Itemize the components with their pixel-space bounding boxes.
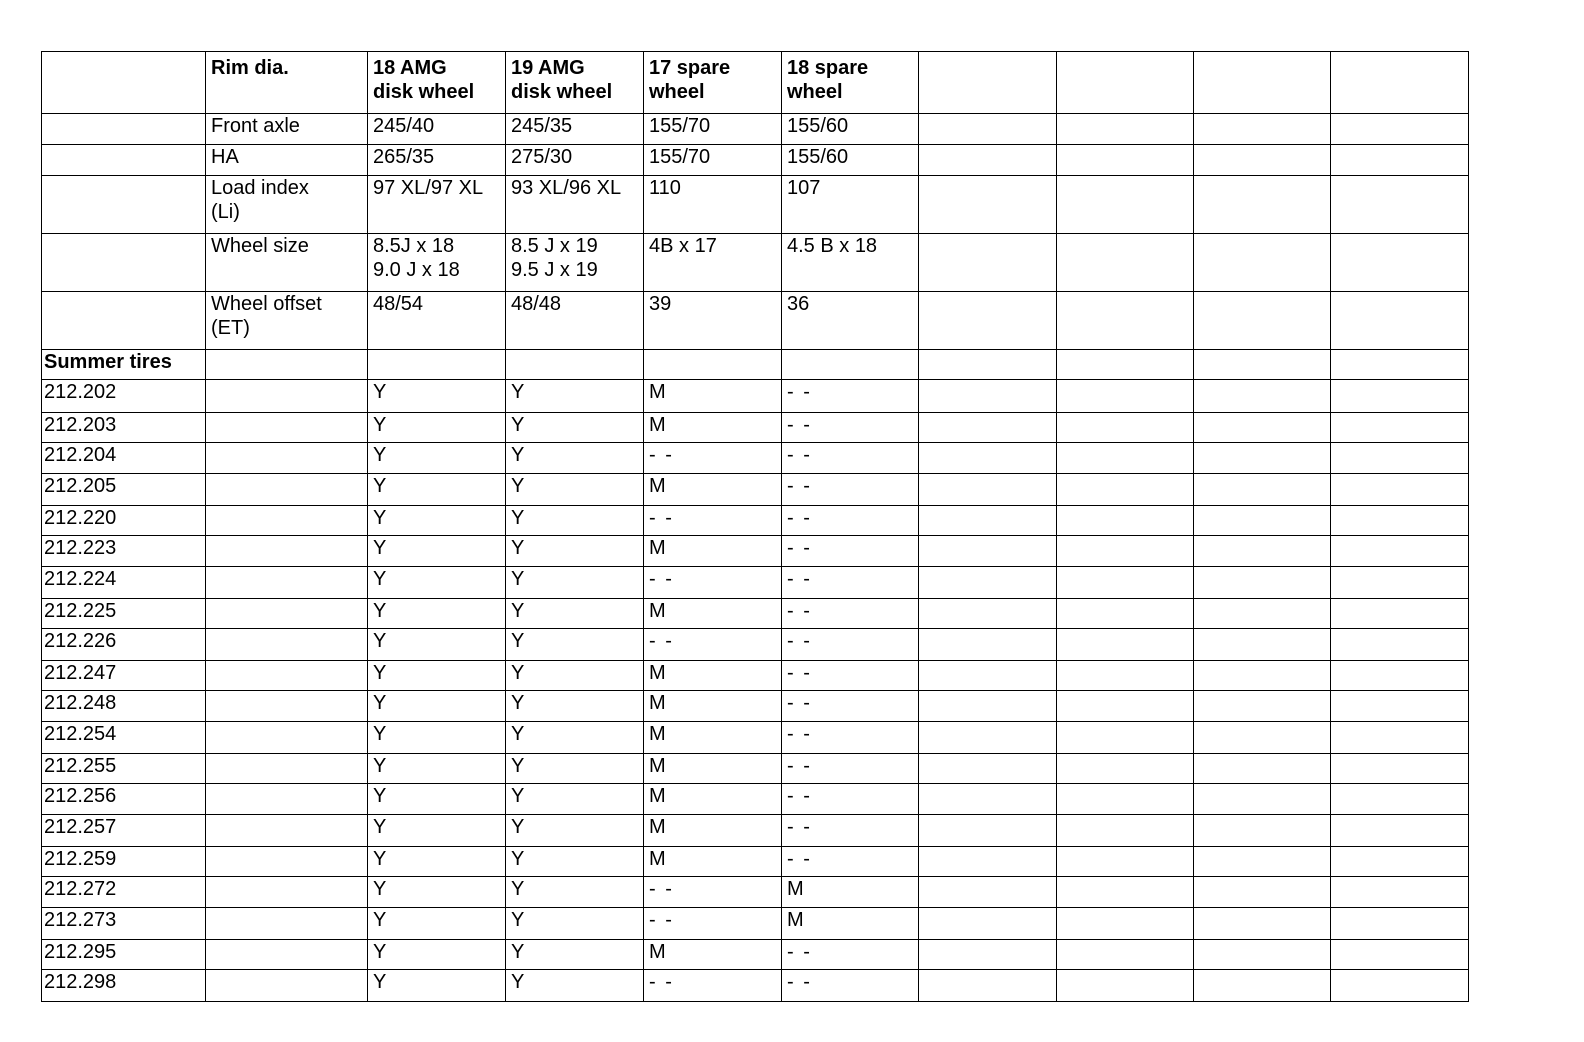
empty-cell <box>1057 877 1194 908</box>
empty-cell <box>1057 784 1194 815</box>
empty-cell <box>1331 722 1469 754</box>
empty-cell <box>206 629 368 661</box>
spec-label: Front axle <box>206 114 368 145</box>
empty-cell <box>919 567 1057 599</box>
fitment-value: Y <box>368 847 506 877</box>
table-row <box>42 443 1469 474</box>
fitment-value: Y <box>506 380 644 413</box>
empty-cell <box>206 908 368 940</box>
empty-cell <box>919 413 1057 443</box>
table-row <box>42 536 1469 567</box>
column-header: 18 spare wheel <box>782 52 919 114</box>
empty-cell <box>1331 629 1469 661</box>
empty-cell <box>919 234 1057 292</box>
fitment-value: Y <box>368 474 506 506</box>
empty-cell <box>1057 567 1194 599</box>
spec-value: 39 <box>644 292 782 350</box>
empty-cell <box>1057 350 1194 380</box>
empty-cell <box>42 114 206 145</box>
empty-cell <box>1057 413 1194 443</box>
empty-cell <box>1194 940 1331 970</box>
empty-cell <box>206 443 368 474</box>
spec-value: 93 XL/96 XL <box>506 176 644 234</box>
fitment-value: M <box>644 847 782 877</box>
fitment-value: Y <box>368 754 506 784</box>
empty-cell <box>919 940 1057 970</box>
table-row <box>42 970 1469 1002</box>
table-row <box>42 380 1469 413</box>
empty-cell <box>1194 114 1331 145</box>
fitment-value: Y <box>368 661 506 691</box>
empty-cell <box>1194 567 1331 599</box>
empty-cell <box>919 877 1057 908</box>
fitment-value: - - <box>782 661 919 691</box>
fitment-value: Y <box>368 722 506 754</box>
model-number: 212.256 <box>42 784 206 815</box>
empty-cell <box>206 784 368 815</box>
fitment-value: Y <box>506 847 644 877</box>
spec-value: 48/54 <box>368 292 506 350</box>
empty-cell <box>1057 599 1194 629</box>
empty-cell <box>919 847 1057 877</box>
table-row <box>42 877 1469 908</box>
empty-cell <box>919 629 1057 661</box>
spec-value: 155/70 <box>644 114 782 145</box>
model-number: 212.259 <box>42 847 206 877</box>
empty-cell <box>506 350 644 380</box>
fitment-value: Y <box>506 506 644 536</box>
empty-cell <box>782 350 919 380</box>
empty-cell <box>42 52 206 114</box>
empty-cell <box>1194 754 1331 784</box>
fitment-value: Y <box>506 629 644 661</box>
empty-cell <box>1194 722 1331 754</box>
empty-cell <box>1194 536 1331 567</box>
empty-cell <box>1194 784 1331 815</box>
empty-cell <box>644 350 782 380</box>
empty-cell <box>1331 567 1469 599</box>
table-row <box>42 847 1469 877</box>
fitment-value: - - <box>644 970 782 1002</box>
table-row <box>42 661 1469 691</box>
fitment-value: Y <box>368 599 506 629</box>
empty-cell <box>1331 413 1469 443</box>
spec-label: HA <box>206 145 368 176</box>
empty-cell <box>919 784 1057 815</box>
empty-cell <box>206 474 368 506</box>
spec-value: 107 <box>782 176 919 234</box>
empty-cell <box>206 506 368 536</box>
empty-cell <box>1057 506 1194 536</box>
empty-cell <box>1057 474 1194 506</box>
empty-cell <box>1331 877 1469 908</box>
fitment-value: Y <box>368 970 506 1002</box>
empty-cell <box>1057 176 1194 234</box>
fitment-value: - - <box>782 784 919 815</box>
empty-cell <box>206 691 368 722</box>
model-number: 212.254 <box>42 722 206 754</box>
empty-cell <box>1057 722 1194 754</box>
fitment-value: - - <box>644 506 782 536</box>
spec-value: 155/70 <box>644 145 782 176</box>
spec-row <box>42 234 1469 292</box>
empty-cell <box>1194 413 1331 443</box>
empty-cell <box>1194 474 1331 506</box>
fitment-value: Y <box>506 784 644 815</box>
fitment-value: M <box>644 940 782 970</box>
model-number: 212.273 <box>42 908 206 940</box>
header-row <box>42 52 1469 114</box>
spec-row <box>42 114 1469 145</box>
empty-cell <box>206 970 368 1002</box>
model-number: 212.202 <box>42 380 206 413</box>
empty-cell <box>919 380 1057 413</box>
model-number: 212.204 <box>42 443 206 474</box>
empty-cell <box>919 599 1057 629</box>
empty-cell <box>1194 970 1331 1002</box>
empty-cell <box>919 52 1057 114</box>
empty-cell <box>1057 536 1194 567</box>
fitment-value: M <box>644 413 782 443</box>
empty-cell <box>206 567 368 599</box>
table-row <box>42 815 1469 847</box>
fitment-value: - - <box>782 940 919 970</box>
empty-cell <box>206 815 368 847</box>
rim-dia-header: Rim dia. <box>206 52 368 114</box>
model-number: 212.205 <box>42 474 206 506</box>
empty-cell <box>1057 145 1194 176</box>
fitment-value: Y <box>368 877 506 908</box>
model-number: 212.295 <box>42 940 206 970</box>
empty-cell <box>1194 176 1331 234</box>
empty-cell <box>919 691 1057 722</box>
table-row <box>42 413 1469 443</box>
fitment-value: Y <box>368 567 506 599</box>
empty-cell <box>1057 629 1194 661</box>
fitment-value: Y <box>506 940 644 970</box>
fitment-value: - - <box>782 536 919 567</box>
spec-label: Load index (Li) <box>206 176 368 234</box>
empty-cell <box>919 114 1057 145</box>
empty-cell <box>1331 380 1469 413</box>
empty-cell <box>1331 754 1469 784</box>
empty-cell <box>1194 847 1331 877</box>
empty-cell <box>1194 629 1331 661</box>
fitment-value: - - <box>782 599 919 629</box>
fitment-value: M <box>644 691 782 722</box>
empty-cell <box>919 443 1057 474</box>
empty-cell <box>919 722 1057 754</box>
model-number: 212.255 <box>42 754 206 784</box>
spec-value: 265/35 <box>368 145 506 176</box>
empty-cell <box>1194 350 1331 380</box>
empty-cell <box>1057 970 1194 1002</box>
fitment-value: M <box>644 815 782 847</box>
fitment-value: M <box>644 599 782 629</box>
empty-cell <box>1057 847 1194 877</box>
table-row <box>42 599 1469 629</box>
fitment-value: - - <box>644 629 782 661</box>
spec-value: 4.5 B x 18 <box>782 234 919 292</box>
empty-cell <box>1331 970 1469 1002</box>
fitment-value: - - <box>782 629 919 661</box>
empty-cell <box>1194 234 1331 292</box>
table-row <box>42 784 1469 815</box>
spec-value: 245/40 <box>368 114 506 145</box>
empty-cell <box>1057 940 1194 970</box>
table-row <box>42 629 1469 661</box>
empty-cell <box>1331 292 1469 350</box>
table-row <box>42 506 1469 536</box>
fitment-value: - - <box>782 506 919 536</box>
empty-cell <box>1331 691 1469 722</box>
fitment-value: Y <box>506 754 644 784</box>
empty-cell <box>1194 691 1331 722</box>
spec-value: 155/60 <box>782 145 919 176</box>
empty-cell <box>42 234 206 292</box>
fitment-value: Y <box>506 474 644 506</box>
tire-approval-table <box>41 51 1469 1002</box>
fitment-value: - - <box>782 722 919 754</box>
fitment-value: M <box>644 722 782 754</box>
spec-value: 8.5J x 18 9.0 J x 18 <box>368 234 506 292</box>
fitment-value: - - <box>644 567 782 599</box>
empty-cell <box>1331 52 1469 114</box>
table-row <box>42 908 1469 940</box>
fitment-value: Y <box>368 629 506 661</box>
fitment-value: - - <box>782 754 919 784</box>
empty-cell <box>206 847 368 877</box>
empty-cell <box>1057 234 1194 292</box>
empty-cell <box>1331 599 1469 629</box>
empty-cell <box>368 350 506 380</box>
fitment-value: - - <box>782 847 919 877</box>
empty-cell <box>1331 443 1469 474</box>
column-header: 17 spare wheel <box>644 52 782 114</box>
fitment-value: - - <box>644 443 782 474</box>
empty-cell <box>206 380 368 413</box>
empty-cell <box>919 176 1057 234</box>
spec-label: Wheel size <box>206 234 368 292</box>
empty-cell <box>1194 877 1331 908</box>
fitment-value: Y <box>506 815 644 847</box>
empty-cell <box>1194 506 1331 536</box>
table-row <box>42 940 1469 970</box>
empty-cell <box>1331 176 1469 234</box>
empty-cell <box>1331 784 1469 815</box>
fitment-value: Y <box>506 567 644 599</box>
empty-cell <box>1194 380 1331 413</box>
fitment-value: M <box>782 877 919 908</box>
model-number: 212.272 <box>42 877 206 908</box>
fitment-value: - - <box>782 567 919 599</box>
fitment-value: M <box>644 661 782 691</box>
empty-cell <box>1057 908 1194 940</box>
spec-row <box>42 145 1469 176</box>
empty-cell <box>1331 350 1469 380</box>
empty-cell <box>919 145 1057 176</box>
fitment-value: - - <box>782 474 919 506</box>
model-rows <box>42 380 1469 1002</box>
model-number: 212.203 <box>42 413 206 443</box>
spec-row <box>42 292 1469 350</box>
empty-cell <box>1194 815 1331 847</box>
empty-cell <box>919 350 1057 380</box>
fitment-value: - - <box>782 380 919 413</box>
fitment-value: M <box>644 474 782 506</box>
fitment-value: Y <box>506 908 644 940</box>
empty-cell <box>42 176 206 234</box>
empty-cell <box>919 506 1057 536</box>
spec-value: 275/30 <box>506 145 644 176</box>
fitment-value: Y <box>506 413 644 443</box>
empty-cell <box>1057 661 1194 691</box>
empty-cell <box>1331 234 1469 292</box>
fitment-value: M <box>644 784 782 815</box>
spec-value: 110 <box>644 176 782 234</box>
empty-cell <box>919 754 1057 784</box>
empty-cell <box>1194 52 1331 114</box>
model-number: 212.247 <box>42 661 206 691</box>
empty-cell <box>206 413 368 443</box>
fitment-value: Y <box>506 722 644 754</box>
fitment-value: - - <box>782 691 919 722</box>
fitment-value: Y <box>368 784 506 815</box>
spec-value: 155/60 <box>782 114 919 145</box>
model-number: 212.248 <box>42 691 206 722</box>
empty-cell <box>1331 847 1469 877</box>
empty-cell <box>206 599 368 629</box>
model-number: 212.220 <box>42 506 206 536</box>
fitment-value: M <box>644 754 782 784</box>
empty-cell <box>919 536 1057 567</box>
column-header: 19 AMG disk wheel <box>506 52 644 114</box>
empty-cell <box>1331 940 1469 970</box>
fitment-value: Y <box>506 661 644 691</box>
fitment-value: - - <box>782 443 919 474</box>
empty-cell <box>206 722 368 754</box>
fitment-value: - - <box>782 970 919 1002</box>
table-row <box>42 722 1469 754</box>
empty-cell <box>919 908 1057 940</box>
fitment-value: Y <box>368 908 506 940</box>
empty-cell <box>206 940 368 970</box>
fitment-value: M <box>782 908 919 940</box>
empty-cell <box>1194 292 1331 350</box>
table-row <box>42 474 1469 506</box>
model-number: 212.298 <box>42 970 206 1002</box>
spec-value: 245/35 <box>506 114 644 145</box>
empty-cell <box>1331 114 1469 145</box>
spec-value: 97 XL/97 XL <box>368 176 506 234</box>
empty-cell <box>206 350 368 380</box>
empty-cell <box>1331 506 1469 536</box>
fitment-value: - - <box>644 877 782 908</box>
spec-value: 36 <box>782 292 919 350</box>
empty-cell <box>1194 661 1331 691</box>
section-title: Summer tires <box>42 350 206 380</box>
model-number: 212.257 <box>42 815 206 847</box>
empty-cell <box>1194 908 1331 940</box>
spec-row <box>42 176 1469 234</box>
fitment-value: Y <box>506 536 644 567</box>
empty-cell <box>1057 380 1194 413</box>
empty-cell <box>919 970 1057 1002</box>
empty-cell <box>1057 443 1194 474</box>
fitment-value: - - <box>782 413 919 443</box>
empty-cell <box>1194 599 1331 629</box>
fitment-value: Y <box>506 877 644 908</box>
empty-cell <box>1331 145 1469 176</box>
fitment-value: Y <box>368 506 506 536</box>
spec-value: 8.5 J x 19 9.5 J x 19 <box>506 234 644 292</box>
model-number: 212.226 <box>42 629 206 661</box>
table-row <box>42 567 1469 599</box>
model-number: 212.224 <box>42 567 206 599</box>
section-row <box>42 350 1469 380</box>
fitment-value: Y <box>506 691 644 722</box>
empty-cell <box>206 877 368 908</box>
fitment-value: Y <box>506 599 644 629</box>
table-row <box>42 754 1469 784</box>
empty-cell <box>1057 114 1194 145</box>
fitment-value: - - <box>782 815 919 847</box>
empty-cell <box>1057 815 1194 847</box>
fitment-value: Y <box>368 380 506 413</box>
empty-cell <box>1194 443 1331 474</box>
column-header: 18 AMG disk wheel <box>368 52 506 114</box>
model-number: 212.225 <box>42 599 206 629</box>
empty-cell <box>919 815 1057 847</box>
fitment-value: Y <box>506 970 644 1002</box>
empty-cell <box>42 145 206 176</box>
empty-cell <box>206 754 368 784</box>
fitment-value: Y <box>368 536 506 567</box>
fitment-value: Y <box>368 443 506 474</box>
fitment-value: M <box>644 380 782 413</box>
empty-cell <box>206 661 368 691</box>
empty-cell <box>1331 815 1469 847</box>
empty-cell <box>1331 661 1469 691</box>
empty-cell <box>1194 145 1331 176</box>
empty-cell <box>1057 691 1194 722</box>
fitment-value: Y <box>368 413 506 443</box>
fitment-value: Y <box>368 815 506 847</box>
fitment-value: - - <box>644 908 782 940</box>
fitment-value: Y <box>506 443 644 474</box>
fitment-value: Y <box>368 940 506 970</box>
empty-cell <box>1057 292 1194 350</box>
empty-cell <box>1331 474 1469 506</box>
spec-value: 48/48 <box>506 292 644 350</box>
empty-cell <box>1331 908 1469 940</box>
table-row <box>42 691 1469 722</box>
model-number: 212.223 <box>42 536 206 567</box>
empty-cell <box>206 536 368 567</box>
fitment-value: Y <box>368 691 506 722</box>
empty-cell <box>1331 536 1469 567</box>
spec-label: Wheel offset (ET) <box>206 292 368 350</box>
fitment-value: M <box>644 536 782 567</box>
empty-cell <box>1057 52 1194 114</box>
empty-cell <box>919 474 1057 506</box>
spec-value: 4B x 17 <box>644 234 782 292</box>
empty-cell <box>1057 754 1194 784</box>
empty-cell <box>919 292 1057 350</box>
empty-cell <box>42 292 206 350</box>
empty-cell <box>919 661 1057 691</box>
